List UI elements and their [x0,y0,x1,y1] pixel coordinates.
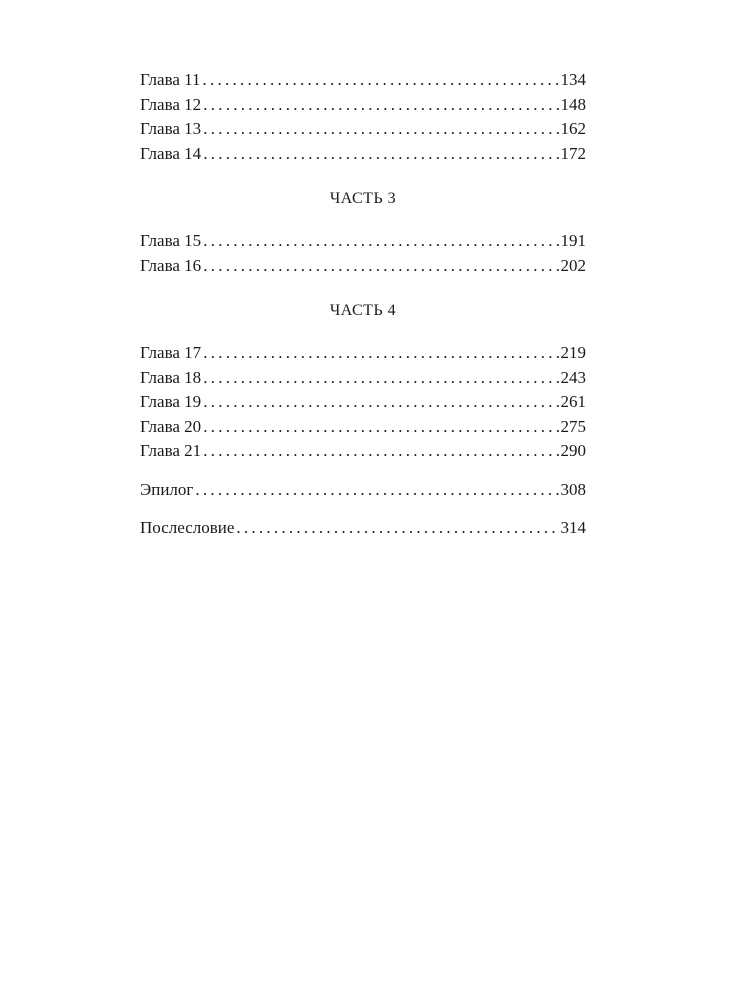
toc-entry-label: Послесловие [140,518,235,537]
toc-entry-afterword[interactable] [140,516,586,541]
part-4-chapters [140,341,586,464]
dot-leader [203,93,559,118]
toc-entry-chapter-13[interactable] [140,117,586,142]
spacer [140,323,586,341]
toc-entry-label: Глава 11 [140,70,201,89]
toc-entry-label: Глава 18 [140,367,202,387]
toc-entry-label: Глава 17 [140,343,202,362]
toc-entry-epilogue[interactable] [140,478,586,503]
dot-leader [203,229,559,254]
toc-entry-page: 219 [560,343,586,362]
toc-entry-chapter-16[interactable] [140,254,586,279]
toc-entry-page: 261 [560,392,586,411]
toc-entry-chapter-14[interactable] [140,142,586,167]
spacer [140,502,586,516]
table-of-contents [140,68,586,541]
spacer [140,166,586,187]
toc-entry-label: Глава 13 [140,119,202,138]
toc-entry-page: 172 [560,143,586,163]
dot-leader [236,516,559,541]
dot-leader [203,142,559,167]
toc-entry-page: 308 [560,479,586,499]
dot-leader [203,117,559,142]
toc-entry-chapter-17[interactable] [140,341,586,366]
toc-entry-chapter-19[interactable] [140,390,586,415]
toc-entry-chapter-18[interactable] [140,366,586,391]
toc-entry-label: Глава 15 [140,231,202,250]
part-3-heading: ЧАСТЬ 3 [329,190,397,207]
dot-leader [203,439,559,464]
toc-entry-page: 148 [560,94,586,114]
toc-entry-page: 202 [560,255,586,275]
toc-entry-label: Глава 16 [140,255,202,275]
spacer [140,464,586,478]
spacer [140,211,586,229]
dot-leader [203,366,559,391]
chapter-group [140,68,586,166]
toc-entry-page: 162 [560,119,586,138]
dot-leader [203,254,559,279]
dot-leader [203,68,560,93]
dot-leader [203,390,559,415]
toc-entry-page: 314 [560,518,586,537]
toc-entry-page: 243 [560,367,586,387]
toc-entry-page: 134 [560,70,586,89]
toc-entry-label: Эпилог [140,479,194,499]
toc-entry-page: 275 [560,416,586,436]
part-4-heading: ЧАСТЬ 4 [329,302,397,319]
toc-entry-label: Глава 21 [140,441,202,460]
dot-leader [203,341,559,366]
dot-leader [195,478,559,503]
toc-entry-chapter-15[interactable] [140,229,586,254]
toc-entry-page: 191 [560,231,586,250]
toc-entry-chapter-11[interactable] [140,68,586,93]
toc-entry-label: Глава 19 [140,392,202,411]
toc-entry-page: 290 [560,441,586,460]
toc-entry-chapter-21[interactable] [140,439,586,464]
toc-entry-label: Глава 14 [140,143,202,163]
dot-leader [203,415,559,440]
toc-entry-label: Глава 12 [140,94,202,114]
toc-entry-label: Глава 20 [140,416,202,436]
spacer [140,278,586,299]
toc-entry-chapter-12[interactable] [140,93,586,118]
part-3-chapters [140,229,586,278]
toc-entry-chapter-20[interactable] [140,415,586,440]
